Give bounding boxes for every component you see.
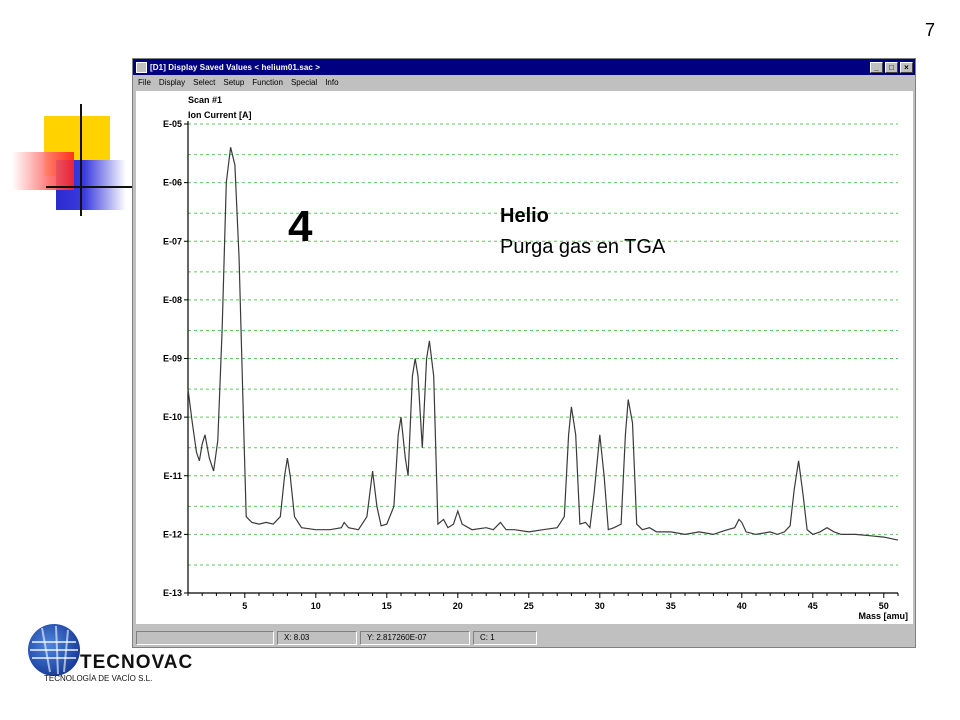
mass-spectrum-chart[interactable]: [136, 91, 913, 624]
menu-function[interactable]: Function: [252, 77, 283, 87]
x-tick-label: 45: [807, 601, 818, 611]
decorative-squares-graphic: [0, 100, 140, 220]
menu-file[interactable]: File: [138, 77, 151, 87]
annotation-number: 4: [288, 202, 313, 251]
app-window: [132, 58, 916, 648]
x-tick-label: 10: [310, 601, 321, 611]
status-channel: C: 1: [473, 631, 537, 645]
tecnovac-logo: [24, 618, 204, 698]
y-axis-label: Ion Current [A]: [188, 110, 252, 120]
y-tick-label: E-11: [163, 470, 182, 481]
y-tick-label: E-10: [162, 412, 182, 423]
annotation-subtitle: Purga gas en TGA: [500, 236, 666, 258]
x-tick-label: 30: [594, 601, 605, 611]
annotation-title: Helio: [500, 205, 549, 227]
menu-select[interactable]: Select: [193, 77, 216, 87]
menu-display[interactable]: Display: [158, 77, 186, 87]
chart-title: Scan #1: [188, 95, 223, 105]
menu-bar: [133, 75, 915, 89]
y-tick-label: E-13: [162, 588, 182, 598]
x-tick-label: 5: [242, 601, 248, 611]
y-tick-label: E-06: [162, 177, 182, 188]
x-tick-label: 35: [665, 601, 676, 611]
status-y-coordinate: Y: 2.817260E-07: [360, 631, 470, 645]
x-tick-label: 50: [878, 601, 889, 611]
x-tick-label: 15: [381, 601, 392, 611]
x-tick-label: 20: [452, 601, 463, 611]
menu-special[interactable]: Special: [290, 77, 318, 87]
menu-info[interactable]: Info: [325, 77, 339, 87]
x-tick-label: 40: [736, 601, 747, 611]
x-axis-label: Mass [amu]: [858, 611, 908, 621]
chart-plot-area[interactable]: [136, 91, 913, 624]
app-icon[interactable]: [136, 62, 147, 73]
logo-tagline: TECNOLOGÍA DE VACÍO S.L.: [44, 674, 153, 683]
y-tick-label: E-12: [162, 529, 182, 540]
y-tick-label: E-08: [162, 294, 182, 305]
y-tick-label: E-07: [162, 236, 182, 247]
status-x-coordinate: X: 8.03: [277, 631, 357, 645]
x-tick-label: 25: [523, 601, 534, 611]
y-tick-label: E-09: [162, 353, 182, 364]
close-button[interactable]: ×: [900, 62, 913, 73]
logo-name: TECNOVAC: [80, 652, 194, 673]
maximize-button[interactable]: □: [885, 62, 898, 73]
minimize-button[interactable]: _: [870, 62, 883, 73]
y-tick-label: E-05: [162, 119, 182, 129]
status-bar: [133, 628, 915, 647]
window-title: [D1] Display Saved Values < helium01.sac >: [150, 62, 321, 72]
slide-number: 7: [924, 20, 935, 40]
globe-logo-icon: [24, 620, 84, 680]
window-titlebar[interactable]: [133, 59, 915, 75]
menu-setup[interactable]: Setup: [223, 77, 245, 87]
